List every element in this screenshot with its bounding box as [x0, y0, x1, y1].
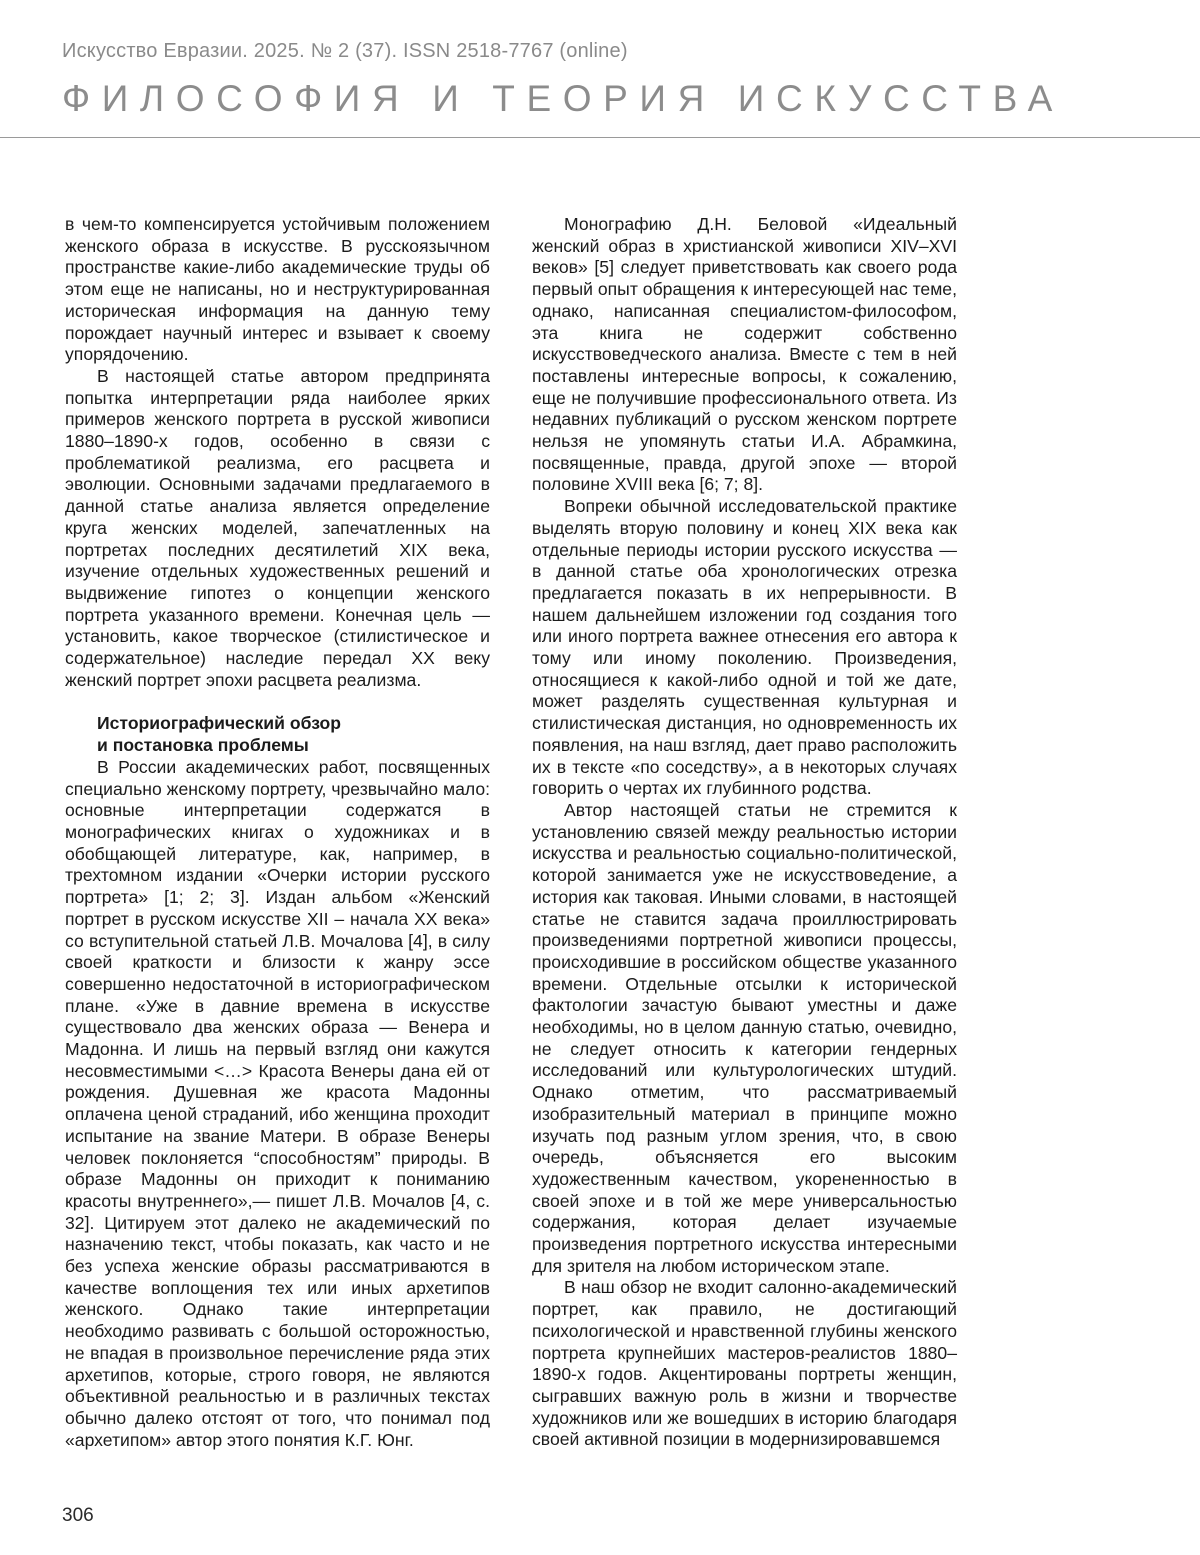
right-column: [532, 214, 957, 1451]
paragraph: В наш обзор не входит салонно-академический портрет, как правило, не достигающий психологической и нравственной глубины женского портрета крупнейших мастеров-реалистов 1880–1890-х годов. Акцентированы портреты женщин, сыгравших важную роль в жизни и творчестве художников или же вошедших в историю благодаря своей активной позиции в модернизировавшемся: [532, 1277, 957, 1450]
journal-citation: Искусство Евразии. 2025. № 2 (37). ISSN 2518-7767 (online): [62, 40, 628, 62]
paragraph: Автор настоящей статьи не стремится к установлению связей между реальностью истории искусства и реальностью социально-политической, которой занимается уже не искусствоведение, а история как таковая. Иными словами, в настоящей статье не ставится задача проиллюстрировать произведениями портретной живописи процессы, происходившие в российском обществе указанного времени. Отдельные отсылки к исторической фактологии зачастую бывают уместны и даже необходимы, но в целом данную статью, очевидно, не следует относить к категории гендерных исследований или культурологических штудий. Однако отметим, что рассматриваемый изобразительный материал в принципе можно изучать под разным углом зрения, что, в свою очередь, объясняется его высоким художественным качеством, укорененностью в своей эпохе и в той же мере универсальностью содержания, которая делает изучаемые произведения портретного искусства интересными для зрителя на любом историческом этапе.: [532, 799, 957, 1276]
section-heading-line: Историографический обзор: [97, 713, 342, 734]
header-divider: [0, 137, 1200, 138]
paragraph: Монографию Д.Н. Беловой «Идеальный женский образ в христианской живописи XIV–XVI веков» [5] следует приветствовать как своего рода первый опыт обращения к интересующей нас теме, однако, написанная специалистом-философом, эта книга не содержит собственно искусствоведческого анализа. Вместе с тем в ней поставлены интересные вопросы, к сожалению, еще не получившие профессионального ответа. Из недавних публикаций о русском женском портрете нельзя не упомянуть статьи И.А. Абрамкина, посвященные, правда, другой эпохе — второй половине XVIII века [6; 7; 8].: [532, 214, 957, 495]
paragraph: В России академических работ, посвященных специально женскому портрету, чрезвычайно мало: основные интерпретации содержатся в монографических книгах о художниках и в обобщающей литературе, как, например, в трехтомном издании «Очерки истории русского портрета» [1; 2; 3]. Издан альбом «Женский портрет в русском искусстве XII – начала XX века» со вступительной статьей Л.В. Мочалова [4], в силу своей краткости и близости к жанру эссе совершенно недостаточной в историографическом плане. «Уже в давние времена в искусстве существовало два женских образа — Венера и Мадонна. И лишь на первый взгляд они кажутся несовместимыми <…> Красота Венеры дана ей от рождения. Душевная же красота Мадонны оплачена ценой страданий, ибо женщина проходит испытание на звание Матери. В образе Венеры человек поклоняется “способностям” природы. В образе Мадонны он приходит к пониманию красоты внутреннего»,— пишет Л.В. Мочалов [4, с. 32]. Цитируем этот далеко не академический по назначению текст, чтобы показать, как часто и не без успеха женские образы рассматриваются в качестве воплощения тех или иных архетипов женского. Однако такие интерпретации необходимо развивать с большой осторожностью, не впадая в произвольное перечисление ряда этих архетипов, которые, строго говоря, не являются объективной реальностью и в различных текстах обычно далеко отстоят от того, что понимал под «архетипом» автор этого понятия К.Г. Юнг.: [65, 756, 490, 1450]
section-heading-line: и постановка проблемы: [97, 735, 309, 756]
section-heading: [97, 713, 490, 756]
section-title: ФИЛОСОФИЯ И ТЕОРИЯ ИСКУССТВА: [62, 78, 1064, 119]
left-column: [65, 214, 490, 1451]
paragraph: в чем-то компенсируется устойчивым положением женского образа в искусстве. В русскоязычном пространстве какие-либо академические труды об этом еще не написаны, но и неструктурированная историческая информация на данную тему порождает научный интерес и взывает к своему упорядочению.: [65, 214, 490, 365]
paragraph: В настоящей статье автором предпринята попытка интерпретации ряда наиболее ярких примеров женского портрета в русской живописи 1880–1890-х годов, особенно в связи с проблематикой реализма, его расцвета и эволюции. Основными задачами предлагаемого в данной статье анализа является определение круга женских моделей, запечатленных на портретах последних десятилетий XIX века, изучение отдельных художественных решений и выдвижение гипотез о концепции женского портрета указанного времени. Конечная цель — установить, какое творческое (стилистическое и содержательное) наследие передал XX веку женский портрет эпохи расцвета реализма.: [65, 365, 490, 690]
page-number: 306: [62, 1505, 94, 1526]
paragraph: Вопреки обычной исследовательской практике выделять вторую половину и конец XIX века как отдельные периоды истории русского искусства — в данной статье оба хронологических отрезка предлагается показать в их непрерывности. В нашем дальнейшем изложении год создания того или иного портрета важнее отнесения его автора к тому или иному поколению. Произведения, относящиеся к какой-либо одной и той же дате, может разделять существенная культурная и стилистическая дистанция, но одновременность их появления, на наш взгляд, дает право расположить их в тексте «по соседству», а в некоторых случаях говорить о чертах их глубинного родства.: [532, 496, 957, 799]
